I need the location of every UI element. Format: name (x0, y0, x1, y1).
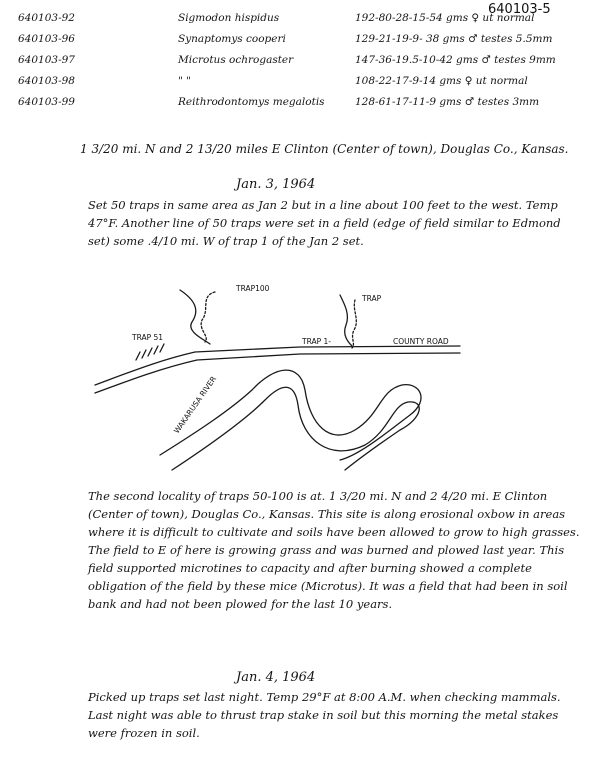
catalog-number: 640103-97 (18, 54, 75, 66)
hatch-marks (136, 344, 164, 360)
measurements: 192-80-28-15-54 gms ♀ ut normal (355, 12, 535, 24)
entry-paragraph: Set 50 traps in same area as Jan 2 but in a line about 100 feet to the west. Temp 47°F. Another line of 50 traps were set in a field (edge of field similar to Edmond set) some .4/10 mi. W of trap 1 of the Jan 2 set. (88, 198, 561, 248)
locality-heading: 1 3/20 mi. N and 2 13/20 miles E Clinton (Center of town), Douglas Co., Kansas. (80, 142, 569, 156)
species-name: " " (178, 75, 191, 87)
measurements: 128-61-17-11-9 gms ♂ testes 3mm (355, 96, 540, 108)
entry-date: Jan. 4, 1964 (236, 670, 316, 685)
river-bank (160, 370, 421, 460)
catalog-number: 640103-96 (18, 33, 75, 45)
catalog-number: 640103-92 (18, 12, 75, 24)
trap-line-left (201, 292, 215, 342)
map-label-trap-1: TRAP 1- (302, 337, 332, 346)
measurements: 108-22-17-9-14 gms ♀ ut normal (355, 75, 528, 87)
catalog-number: 640103-98 (18, 75, 75, 87)
entry-date: Jan. 3, 1964 (236, 177, 316, 192)
entry-paragraph: Picked up traps set last night. Temp 29°F at 8:00 A.M. when checking mammals. Last night was able to thrust trap stake in soil but this morning the metal stakes were frozen in soil. (88, 690, 561, 740)
fence-line-right (340, 295, 352, 346)
entry-paragraph: The second locality of traps 50-100 is at. 1 3/20 mi. N and 2 4/20 mi. E Clinton (Center of town), Douglas Co., Kansas. This site is along erosional oxbow in areas where it is difficult to cultivate and soils have been allowed to grow to high grasses. The field to E of here is growing grass and was burned and plowed last year. This field supported microtines to capacity and after burning showed a complete obligation of the field by these mice (Microtus). It was a field that had been in soil bank and had not been plowed for the last 10 years. (88, 489, 580, 611)
page-number: 640103-5 (488, 2, 551, 17)
measurements: 147-36-19.5-10-42 gms ♂ testes 9mm (355, 54, 556, 66)
map-label-trap: TRAP (362, 294, 382, 303)
road-line (95, 353, 460, 393)
map-label-trap-100: TRAP100 (236, 284, 270, 293)
map-label-river: WAKARUSA RIVER (172, 374, 219, 436)
catalog-number: 640103-99 (18, 96, 75, 108)
species-name: Synaptomys cooperi (178, 33, 286, 45)
species-name: Sigmodon hispidus (178, 12, 280, 24)
species-name: Microtus ochrogaster (178, 54, 294, 66)
measurements: 129-21-19-9- 38 gms ♂ testes 5.5mm (355, 33, 553, 45)
map-label-trap-51: TRAP 51 (132, 333, 164, 342)
species-name: Reithrodontomys megalotis (178, 96, 325, 108)
trap-line-right (352, 300, 356, 348)
map-label-county-road: COUNTY ROAD (393, 337, 449, 346)
